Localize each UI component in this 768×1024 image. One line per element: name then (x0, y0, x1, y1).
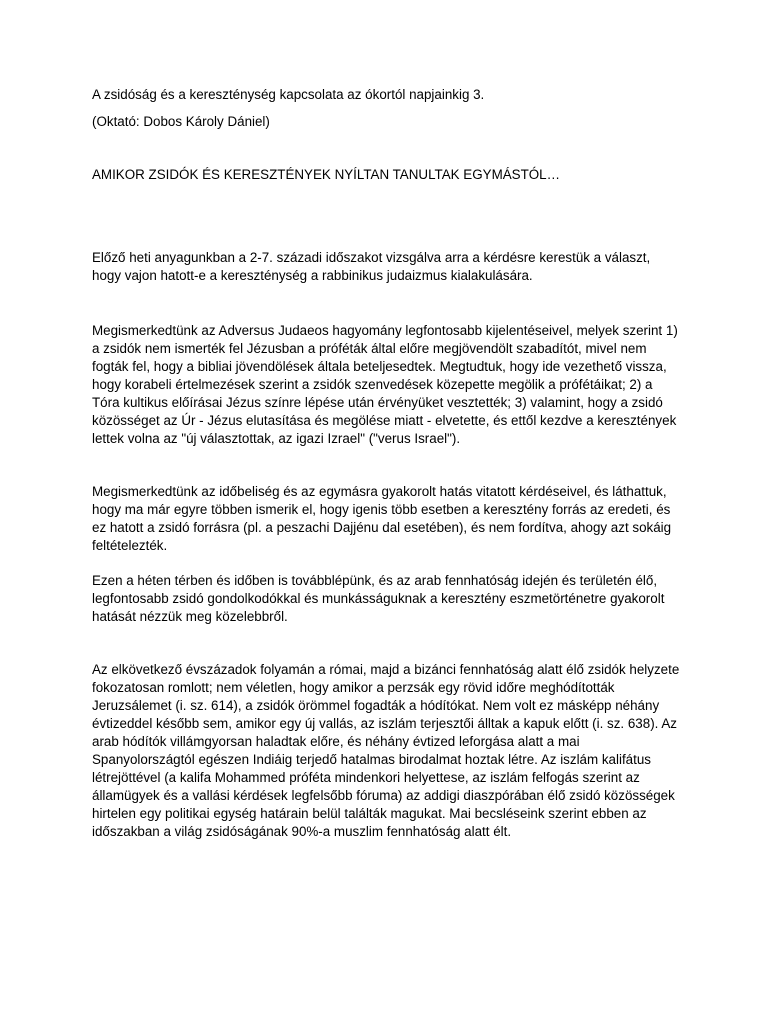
paragraph: Ezen a héten térben és időben is továbblépünk, és az arab fennhatóság idején és területén élő, legfontosabb zsidó gondolkodókkal és munkásságuknak a keresztény eszmetörténetre gyakorolt hatását nézzük meg közelebbről. (92, 573, 665, 624)
paragraph: Megismerkedtünk az Adversus Judaeos hagyomány legfontosabb kijelentéseivel, melyek szerint 1) a zsidók nem ismerték fel Jézusban a próféták által előre megjövendölt szabadítót, mivel nem fogták fel, hogy a bibliai jövendölések általa beteljesedtek. Megtudtuk, hogy ide vezethető vissza, hogy korabeli értelmezések szerint a zsidók szenvedések közepette megölik a prófétáikat; 2) a Tóra kultikus előírásai Jézus színre lépése után érvényüket vesztették; 3) valamint, hogy a zsidó közösséget az Úr - Jézus elutasítása és megölése miatt - elvetette, és ettől kezdve a keresztények lettek volna az "új választottak, az igazi Izrael" ("verus Israel"). (92, 323, 678, 446)
paragraph: Az elkövetkező évszázadok folyamán a római, majd a bizánci fennhatóság alatt élő zsidók helyzete fokozatosan romlott; nem véletlen, hogy amikor a perzsák egy rövid időre meghódították Jeruzsálemet (i. sz. 614), a zsidók örömmel fogadták a hódítókat. Nem volt ez másképp néhány évtizeddel később sem, amikor egy új vallás, az iszlám terjesztői álltak a kapuk előtt (i. sz. 638). Az arab hódítók villámgyorsan haladtak előre, és néhány évtized leforgása alatt a mai Spanyolországtól egészen Indiáig terjedő hatalmas birodalmat hoztak létre. Az iszlám kalifátus létrejöttével (a kalifa Mohammed próféta mindenkori helyettese, az iszlám felfogás szerint az államügyek és a vallási kérdések legfelsőbb fóruma) az addigi diaszpórában élő zsidó közösségek hirtelen egy politikai egység határain belül találták magukat. Mai becsléseink szerint ebben az időszakban a világ zsidóságának 90%-a muszlim fennhatóság alatt élt. (92, 662, 680, 839)
paragraph: Megismerkedtünk az időbeliség és az egymásra gyakorolt hatás vitatott kérdéseivel, és láthattuk, hogy ma már egyre többen ismerik el, hogy igenis több esetben a keresztény forrás az eredeti, és ez hatott a zsidó forrásra (pl. a peszachi Dajjénu dal esetében), és nem fordítva, ahogy azt sokáig feltételezték. (92, 484, 672, 553)
document-title: A zsidóság és a kereszténység kapcsolata az ókortól napjainkig 3. (92, 87, 485, 102)
section-heading: AMIKOR ZSIDÓK ÉS KERESZTÉNYEK NYÍLTAN TANULTAK EGYMÁSTÓL… (92, 167, 561, 182)
paragraph: Előző heti anyagunkban a 2-7. századi időszakot vizsgálva arra a kérdésre kerestük a választ, hogy vajon hatott-e a kereszténység a rabbinikus judaizmus kialakulására. (92, 250, 651, 283)
instructor-line: (Oktató: Dobos Károly Dániel) (92, 114, 270, 129)
